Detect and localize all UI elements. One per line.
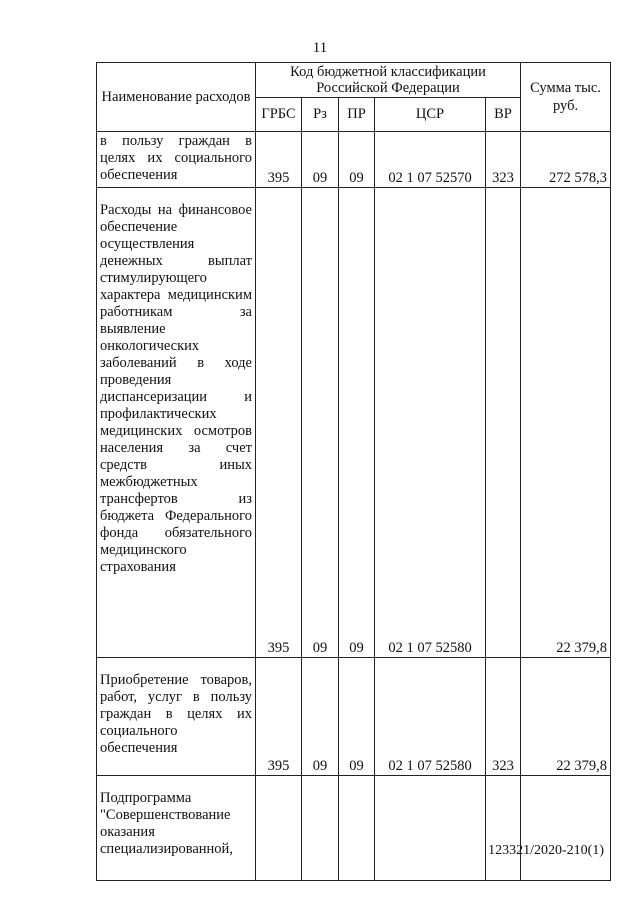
row-name: Приобретение товаров, работ, услуг в пользу граждан в целях их социального обеспечения: [100, 672, 252, 756]
header-name: Наименование расходов: [97, 63, 256, 132]
row-sum: 22 379,8: [521, 658, 611, 776]
row-grbs: [256, 776, 302, 881]
budget-table: [96, 62, 611, 881]
row-sum: [521, 776, 611, 881]
row-vr: 323: [486, 658, 521, 776]
row-grbs: 395: [256, 188, 302, 658]
row-csr: 02 1 07 52580: [375, 188, 486, 658]
header-code-group: Код бюджетной классификации Российской Федерации: [256, 63, 521, 98]
row-pr: [339, 776, 375, 881]
row-sum: 272 578,3: [521, 132, 611, 188]
header-rz: Рз: [302, 98, 339, 132]
header-row-top: [97, 63, 611, 98]
row-pr: 09: [339, 658, 375, 776]
header-grbs: ГРБС: [256, 98, 302, 132]
row-sum: 22 379,8: [521, 188, 611, 658]
row-name: Расходы на финансовое обеспечение осуществления денежных выплат стимулирующего характера медицинским работникам за выявление онкологических заболеваний в ходе проведения диспансеризации и профилактических медицинских осмотров населения за счет средств иных межбюджетных трансфертов из бюджета Федерального фонда обязательного медицинского страхования: [100, 202, 252, 575]
row-rz: [302, 776, 339, 881]
row-pr: 09: [339, 188, 375, 658]
row-vr: [486, 188, 521, 658]
table-row: [97, 132, 611, 188]
row-csr: 02 1 07 52570: [375, 132, 486, 188]
row-csr: [375, 776, 486, 881]
header-sum: Сумма тыс. руб.: [521, 63, 611, 132]
row-rz: 09: [302, 658, 339, 776]
header-pr: ПР: [339, 98, 375, 132]
header-csr: ЦСР: [375, 98, 486, 132]
row-pr: 09: [339, 132, 375, 188]
table-row: [97, 658, 611, 776]
row-vr: [486, 776, 521, 881]
table-row: [97, 776, 611, 881]
row-rz: 09: [302, 132, 339, 188]
row-name: Подпрограмма "Совершенствование оказания специализированной,: [100, 790, 233, 857]
header-vr: ВР: [486, 98, 521, 132]
row-grbs: 395: [256, 132, 302, 188]
row-grbs: 395: [256, 658, 302, 776]
document-code: 123321/2020-210(1): [488, 843, 604, 858]
page-number: 11: [312, 40, 328, 56]
table-row: [97, 188, 611, 658]
row-vr: 323: [486, 132, 521, 188]
row-rz: 09: [302, 188, 339, 658]
row-csr: 02 1 07 52580: [375, 658, 486, 776]
row-name: в пользу граждан в целях их социального обеспечения: [100, 133, 252, 183]
